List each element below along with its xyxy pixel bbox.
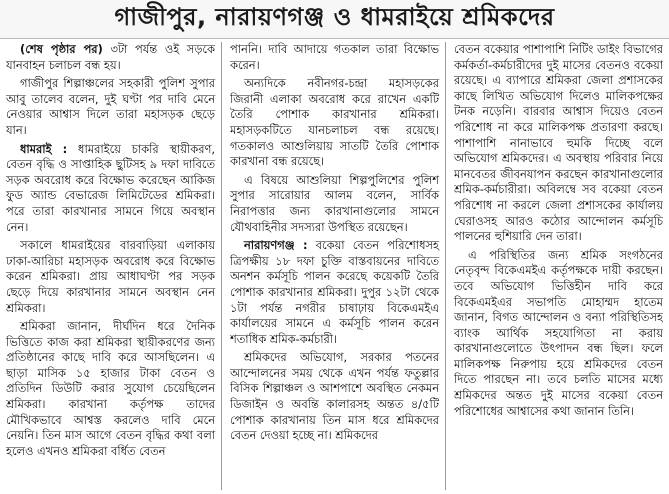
- article-paragraph: [230, 238, 439, 347]
- paragraph-lead: (শেষ পৃষ্ঠার পর): [20, 42, 103, 56]
- paragraph-text: এ পরিস্থিতির জন্য শ্রমিক সংগঠনের নেতৃবৃন্দ বিকেএমইএ কর্তৃপক্ষকে দায়ী করছেন। তবে অভিযোগ ভিত্তিহীন দাবি করে বিকেএমইএর সভাপতি মোহাম্মদ হাতেম জানান, বিগত আন্দোলন ও বন্যা পরিস্থিতিসহ ব্যাংক আর্থিক সহযোগিতা না করায় কারখানাগুলোতে উৎপাদন বন্ধ ছিল। ফলে মালিকপক্ষ নিরুপায় হয়ে শ্রমিকদের বেতন দিতে পারছেন না। তবে চলতি মাসের মধ্যে শ্রমিকদের অন্তত দুই মাসের বকেয়া বেতন পরিশোধের আশ্বাসের কথা জানান তিনি।: [454, 247, 663, 418]
- paragraph-text: শ্রমিকরা জানান, দীর্ঘদিন ধরে দৈনিক ভিত্তিতে কাজ করা শ্রমিকরা স্থায়ীকরণের জন্য প্রতিষ্ঠানের কাছে দাবি করে আসছিলেন। এ ছাড়া মাসিক ১৫ হাজার টাকা বেতন ও প্রতিদিন ডিউটি করার সুযোগ চেয়েছিলেন শ্রমিকরা। কারখানা কর্তৃপক্ষ তাদের মৌখিকভাবে আশ্বস্ত করলেও দাবি মেনে নেয়নি। তিন মাস আগে বেতন বৃদ্ধির কথা বলা হলেও এখনও শ্রমিকরা বর্ধিত বেতন: [6, 319, 215, 458]
- article-paragraph: [6, 238, 215, 316]
- paragraph-text: শ্রমিকদের অভিযোগ, সরকার পতনের আন্দোলনের সময় থেকে এখন পর্যন্ত ফতুল্লার বিসিক শিল্পাঞ্চল ও আশপাশে অবস্থিত নেকমন ডিজাইন ও অবন্তি কালারসহ অন্তত ৪/৫টি পোশাক কারখানায় তিন মাস ধরে শ্রমিকদের বেতন দেওয়া হচ্ছে না। শ্রমিকদের: [230, 350, 439, 443]
- paragraph-text: ধামরাইয়ে চাকরি স্থায়ীকরণ, বেতন বৃদ্ধি ও সাপ্তাহিক ছুটিসহ ৯ দফা দাবিতে সড়ক অবরোধ করে বিক্ষোভ করেছেন আকিজ ফুড অ্যান্ড বেভারেজ লিমিটেডের শ্রমিকরা। পরে তারা কারখানার সামনে গিয়ে অবস্থান নেন।: [6, 141, 215, 234]
- paragraph-text: পাননি। দাবি আদায়ে গতকাল তারা বিক্ষোভ করেন।: [230, 42, 439, 72]
- article-paragraph: [230, 173, 439, 235]
- paragraph-text: এ বিষয়ে আশুলিয়া শিল্পপুলিশের পুলিশ সুপার সারোয়ার আলম বলেন, সার্বিক নিরাপত্তার জন্য কারখানাগুলোর সামনে যৌথবাহিনীর সদস্যরা উপস্থিত রয়েছেন।: [230, 172, 439, 234]
- article-paragraph: [6, 142, 215, 236]
- article-paragraph: [6, 76, 215, 138]
- article-paragraph: [6, 42, 215, 73]
- paragraph-text: গাজীপুর শিল্পাঞ্চলের সহকারী পুলিশ সুপার আবু তালেব বলেন, দুই ঘণ্টা পর দাবি মেনে নেওয়ার আশ্বাস দিলে তারা মহাসড়ক ছেড়ে যান।: [6, 76, 215, 137]
- article-column-3: [454, 42, 663, 490]
- article-column-2: [230, 42, 446, 490]
- article-paragraph: [230, 76, 439, 170]
- article-paragraph: [6, 319, 215, 459]
- article-columns: [6, 42, 663, 490]
- paragraph-text: বেতন বকেয়ার পাশাপাশি নিটিং ডাইং বিভাগের কর্মকর্তা-কর্মচারীদের দুই মাসের বেতনও বকেয়া রয়েছে। এ ব্যাপারে শ্রমিকরা জেলা প্রশাসকের কাছে লিখিত অভিযোগ দিলেও মালিকপক্ষের টনক নড়েনি। বারবার আশ্বাস দিয়েও বেতন পরিশোধ না করে মালিকপক্ষ প্রতারণা করছে। পাশাপাশি নানাভাবে হুমকি দিচ্ছে বলে অভিযোগ শ্রমিকদের। এ অবস্থায় পরিবার নিয়ে মানবেতর জীবনযাপন করছেন কারখানাগুলোর শ্রমিক-কর্মচারীরা। অবিলম্বে সব বকেয়া বেতন পরিশোধ না করলে জেলা প্রশাসকের কার্যালয় ঘেরাওসহ আরও কঠোর আন্দোলন কর্মসূচি পালনের হুশিয়ারি দেন তারা।: [454, 42, 663, 244]
- paragraph-text: অন্যদিকে নবীনগর-চন্দ্রা মহাসড়কের জিরানী এলাকা অবরোধ করে রাখেন একটি তৈরি পোশাক কারখানার শ্রমিকরা। মহাসড়কটিতে যানচলাচল বন্ধ রয়েছে। গতকালও আশুলিয়ায় সাতটি তৈরি পোশাক কারখানা বন্ধ রয়েছে।: [230, 76, 439, 169]
- article-paragraph: [454, 248, 663, 420]
- paragraph-lead: নারায়ণগঞ্জ :: [244, 238, 308, 253]
- article-column-1: [6, 42, 222, 490]
- headline-bar: [0, 0, 669, 39]
- headline: গাজীপুর, নারায়ণগঞ্জ ও ধামরাইয়ে শ্রমিকদের: [114, 3, 555, 31]
- paragraph-text: বকেয়া বেতন পরিশোধসহ ত্রিপক্ষীয় ১৮ দফা চুক্তি বাস্তবায়নের দাবিতে অনশন কর্মসূচি পালন করেছে কয়েকটি তৈরি পোশাক কারখানার শ্রমিকরা। দুপুর ১২টা থেকে ১টা পর্যন্ত নগরীর চাষাঢ়ায় বিকেএমইএ কার্যালয়ের সামনে এ কর্মসূচি পালন করেন শতাধিক শ্রমিক-কর্মচারী।: [230, 238, 439, 346]
- article-paragraph: [230, 42, 439, 73]
- paragraph-text: ৩টা পর্যন্ত ওই সড়কে যানবাহন চলাচল বন্ধ হয়।: [6, 42, 215, 72]
- article-paragraph: [230, 350, 439, 444]
- article-paragraph: [454, 42, 663, 245]
- paragraph-text: সকালে ধামরাইয়ের বারবাড়িয়া এলাকায় ঢাকা-আরিচা মহাসড়ক অবরোধ করে বিক্ষোভ করেন শ্রমিকরা। প্রায় আধাঘণ্টা পর সড়ক ছেড়ে দিয়ে কারখানার সামনে অবস্থান নেন শ্রমিকরা।: [6, 238, 215, 315]
- paragraph-lead: ধামরাই :: [20, 141, 68, 156]
